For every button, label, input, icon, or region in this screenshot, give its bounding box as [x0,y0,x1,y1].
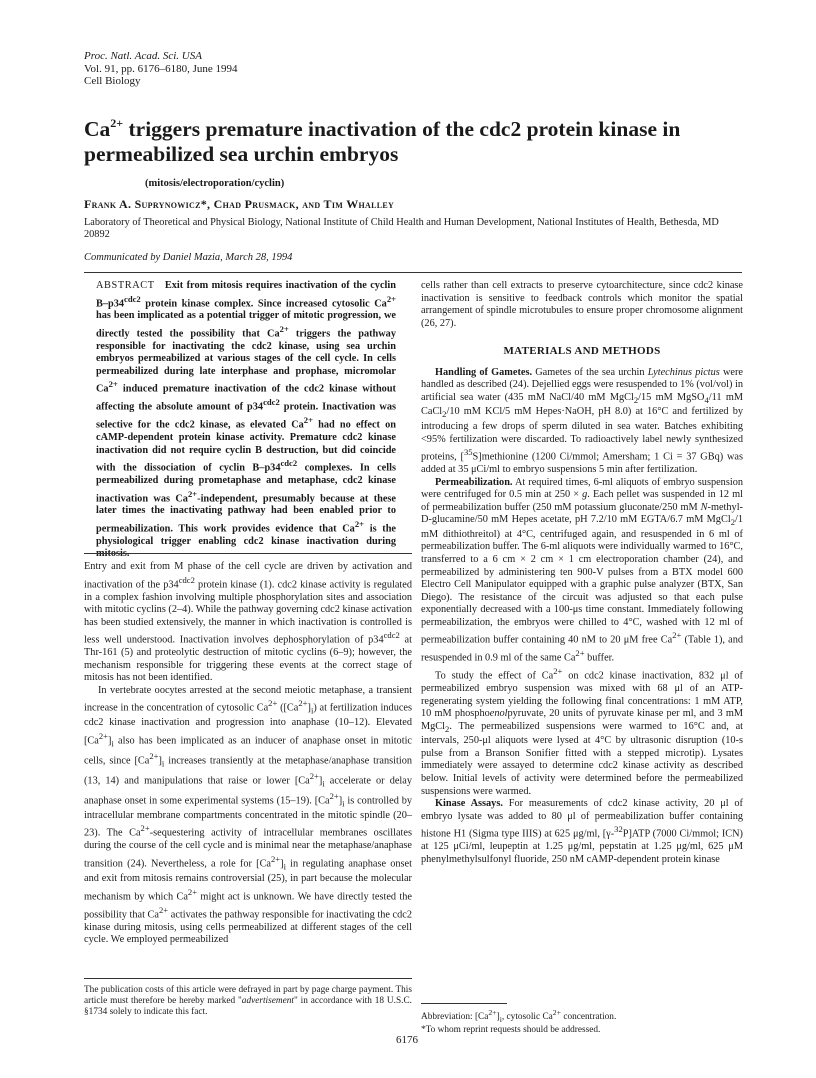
publication-cost-note: The publication costs of this article were defrayed in part by page charge payment. This article must therefore be hereby marked "advertisement" in accordance with 18 U.S.C. §1734 solely to indicate this fact. [84,985,412,1017]
affiliation: Laboratory of Theoretical and Physical Biology, National Institute of Child Health and Human Development, National Institutes of Health, Bethesda, MD 20892 [84,217,719,240]
article-title: $Ca^{2+}$ triggers premature inactivation of the cdc2 protein kinase in permeabilized sea urchin embryos [84,116,681,166]
abstract-heading: ABSTRACT [96,280,155,291]
journal-section: Cell Biology [84,75,141,87]
right-column [421,280,743,866]
inactivation-study-paragraph: To study the effect of $Ca^{2+}$ on cdc2 kinase inactivation, 832 μl of permeabilized embryo suspension was mixed with 68 μl of an ATP-regenerating system yielding the following final concentrations: 1 mM ATP, 10 mM phosphoenolpyruvate, 20 units of pyruvate kinase per ml, and 3 mM MgCl$_2$. The permeabilized suspensions were warmed to 16°C and, at intervals, 250-μl aliquots were lysed at 4°C by ultrasonic disruption (10-s pulse from a Branson Sonifier fitted with a stepped microtip). Lysates immediately were assayed to determine cdc2 kinase activity as described below. Initial levels of activity were determined before the permeabilized suspensions were warmed. [421,666,743,797]
abbreviation-note: Abbreviation: $[Ca^{2+}]_i$, cytosolic $Ca^{2+}$ concentration. [421,1008,617,1024]
authors: Frank A. Suprynowicz*, Chad Prusmack, and Tim Whalley [84,197,395,211]
keywords: (mitosis/electroporation/cyclin) [145,178,285,189]
permeabilization-paragraph: Permeabilization. At required times, 6-ml aliquots of embryo suspension were centrifuged for 0.5 min at 250 × g. Each pellet was suspended in 12 ml of permeabilization buffer (250 mM potassium gluconate/250 mM N-methyl-D-glucamine/50 mM Hepes acetate, pH 7.2/10 mM EGTA/6.7 mM MgCl$_2$/1 mM dithiothreitol) at 4°C, centrifuged again, and resuspended in 6 ml of permeabilization buffer. The 6-ml aliquots were individually warmed to 16°C, transferred to a 6 cm × 2 cm × 1 cm electroporation chamber (24), and permeabilized by administering ten 900-V pulses from a BTX model 600 Electro Cell Manipulator equipped with a graphic pulse analyzer (BTX, San Diego). The resistance of the circuit was adjusted so that each pulse exponentially decreased with a 100-μs time constant. Immediately following permeabilization, the embryos were chilled to 4°C, washed with 12 ml of permeabilization buffer containing 40 nM to 20 μM free $Ca^{2+}$ (Table 1), and resuspended in 0.9 ml of the same $Ca^{2+}$ buffer. [421,476,744,664]
abstract: ABSTRACT Exit from mitosis requires inactivation of the cyclin $B-p34^{cdc2}$ protein kinase complex. Since increased cytosolic $Ca^{2+}$ has been implicated as a potential trigger of mitotic progression, we directly tested the possibility that $Ca^{2+}$ triggers the pathway responsible for inactivating the cdc2 kinase, using sea urchin embryos permeabilized at various stages of the cell cycle. In cells permeabilized during late interphase and prophase, micromolar $Ca^{2+}$ induced premature inactivation of the cdc2 kinase without affecting the absolute amount of $p34^{cdc2}$ protein. Inactivation was selective for the cdc2 kinase, as elevated $Ca^{2+}$ had no effect on cAMP-dependent protein kinase activity. Premature cdc2 kinase inactivation did not require cyclin B destruction, but did coincide with the dissociation of cyclin $B-p34^{cdc2}$ complexes. In cells permeabilized during prometaphase and metaphase, cdc2 kinase inactivation was $Ca^{2+}$-independent, presumably because at these later times the inactivating pathway had been enabled prior to permeabilization. This work provides evidence that $Ca^{2+}$ is the physiological trigger enabling cdc2 kinase inactivation during mitosis. [96,280,396,560]
methods-heading: MATERIALS AND METHODS [503,345,661,358]
communicated-by: Communicated by Daniel Mazia, March 28, 1994 [84,252,293,263]
left-column [84,561,412,947]
intro-continuation: cells rather than cell extracts to preserve cytoarchitecture, since cdc2 kinase inactivation is sensitive to feedback controls which monitor the spatial arrangement of spindle microtubules to ensure proper chromosome alignment (26, 27). [421,280,743,329]
page-number: 6176 [396,1034,418,1046]
journal-volume: Vol. 91, pp. 6176–6180, June 1994 [84,62,238,75]
journal-header [84,50,238,88]
footnote-rule-left [84,978,412,979]
journal-name: Proc. Natl. Acad. Sci. USA [84,50,202,62]
gametes-paragraph: Handling of Gametes. Gametes of the sea urchin Lytechinus pictus were handled as described (24). Dejellied eggs were resuspended to 1% (vol/vol) in artificial sea water (435 mM NaCl/40 mM MgCl$_2$/15 mM MgSO$_4$/11 mM CaCl$_2$/10 mM KCl/5 mM Hepes·NaOH, pH 8.0) at 16°C and fertilized by introducing a few drops of sperm diluted in sea water. Batches exhibiting <95% fertilization were discarded. To radioactively label newly synthesized proteins, [$^{35}$S]methionine (1200 Ci/mmol; Amersham; 1 Ci = 37 GBq) was added at 35 μCi/ml to embryo suspensions 5 min after fertilization. [421,366,743,476]
intro-paragraph-2: In vertebrate oocytes arrested at the second meiotic metaphase, a transient increase in the concentration of cytosolic $Ca^{2+}$ $([Ca^{2+}]_i)$ at fertilization induces cdc2 kinase inactivation and progression into anaphase (10–12). Elevated $[Ca^{2+}]_i$ also has been implicated as an inducer of anaphase onset in mitotic cells, since $[Ca^{2+}]_i$ increases transiently at the metaphase/anaphase transition (13, 14) and manipulations that raise or lower $[Ca^{2+}]_i$ accelerate or delay anaphase onset in some experimental systems (15–19). $[Ca^{2+}]_i$ is controlled by intracellular membrane compartments concentrated in the mitotic spindle (20–23). The $Ca^{2+}$-sequestering activity of intracellular membranes oscillates during the course of the cell cycle and is minimal near the metaphase/anaphase transition (24). Nevertheless, a role for $[Ca^{2+}]_i$ in regulating anaphase onset and exit from mitosis remains controversial (25), in part because the molecular mechanism by which $Ca^{2+}$ might act is unknown. We have directly tested the possibility that $Ca^{2+}$ activates the pathway responsible for inactivating the cdc2 kinase during mitosis, using cells permeabilized at different stages of the cell cycle. We employed permeabilized [84,684,412,946]
kinase-assays-paragraph: Kinase Assays. For measurements of cdc2 kinase activity, 20 μl of embryo lysate was added to 80 μl of permeabilization buffer containing histone H1 (Sigma type IIIS) at 625 μg/ml, [γ-$^{32}$P]ATP (7000 Ci/mmol; ICN) at 125 μCi/ml, leupeptin at 1.25 μg/ml, pepstatin at 1.25 μg/ml, 625 μM phenylmethylsulfonyl fluoride, 250 nM cAMP-dependent protein kinase [421,798,743,865]
correspondence-note: *To whom reprint requests should be addressed. [421,1024,601,1035]
header-rule [84,272,742,273]
footnote-rule-right [421,1003,507,1004]
intro-paragraph-1: Entry and exit from M phase of the cell cycle are driven by activation and inactivation of the $p34^{cdc2}$ protein kinase (1). cdc2 kinase activity is regulated in a complex fashion involving multiple phosphorylation sites and association with mitotic cyclins (2–4). While the pathway governing cdc2 kinase activation has been studied extensively, the manner in which inactivation is controlled is less well understood. Inactivation involves dephosphorylation of $p34^{cdc2}$ at Thr-161 (5) and proteolytic destruction of mitotic cyclins (6–9); however, the mechanism responsible for triggering these events at the correct stage of mitosis has not been identified. [84,561,412,684]
abstract-rule [84,553,412,554]
right-footnotes [421,1007,743,1036]
